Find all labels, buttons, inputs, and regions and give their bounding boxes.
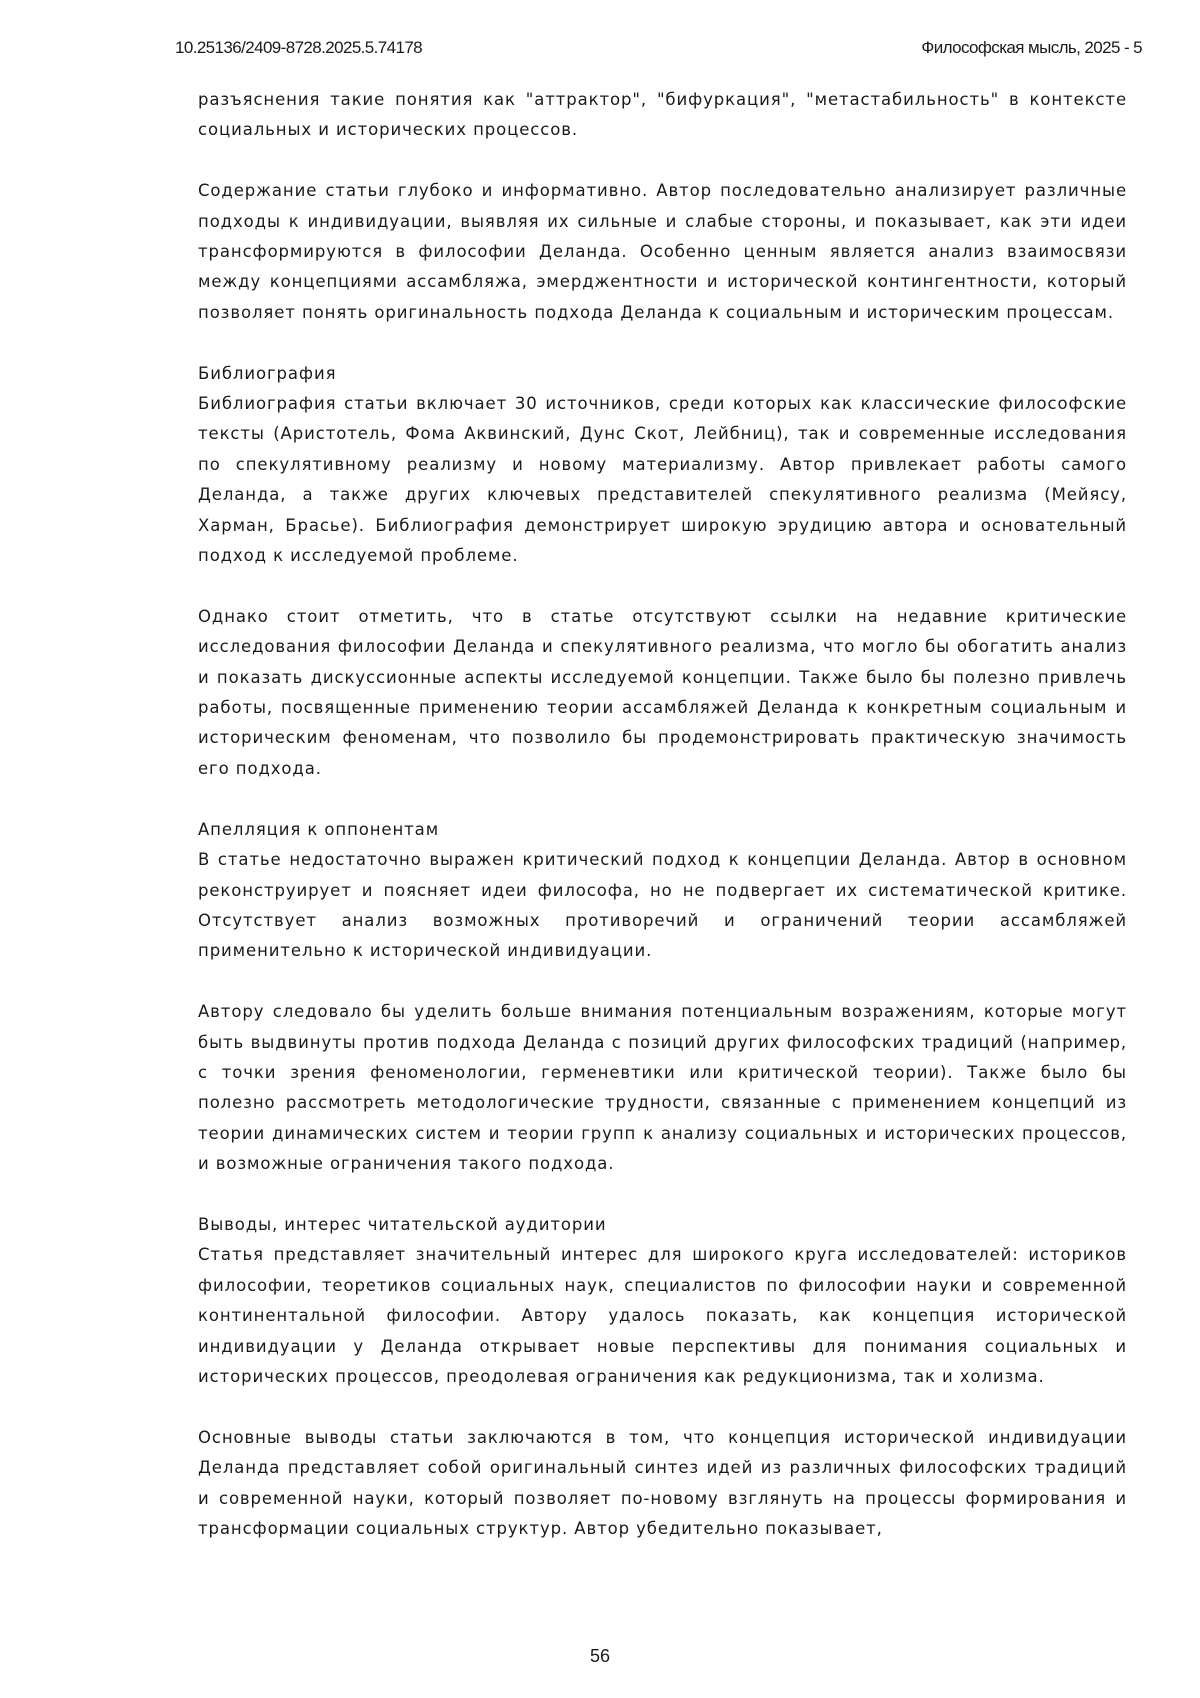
journal-title: Философская мысль, 2025 - 5 bbox=[921, 38, 1142, 58]
paragraph: Библиография статьи включает 30 источников, среди которых как классические философские тексты (Аристотель, Фома Аквинский, Дунс Скот, Лейбниц), так и современные исследования по спекулятивному реализму и новому материализму. Автор привлекает работы самого Деланда, а также других ключевых представителей спекулятивного реализма (Мейясу, Харман, Брасье). Библиография демонстрирует широкую эрудицию автора и основательный подход к исследуемой проблеме. bbox=[198, 389, 1127, 571]
paragraph: Основные выводы статьи заключаются в том, что концепция исторической индивидуации Деланда представляет собой оригинальный синтез идей из различных философских традиций и современной науки, который позволяет по-новому взглянуть на процессы формирования и трансформации социальных структур. Автор убедительно показывает, bbox=[198, 1423, 1127, 1545]
article-body bbox=[198, 85, 1127, 1575]
page-header bbox=[175, 38, 1142, 62]
section-heading-bibliography: Библиография bbox=[198, 359, 1127, 389]
paragraph: Содержание статьи глубоко и информативно. Автор последовательно анализирует различные подходы к индивидуации, выявляя их сильные и слабые стороны, и показывает, как эти идеи трансформируются в философии Деланда. Особенно ценным является анализ взаимосвязи между концепциями ассамбляжа, эмерджентности и исторической контингентности, который позволяет понять оригинальность подхода Деланда к социальным и историческим процессам. bbox=[198, 176, 1127, 328]
section-heading-opponents: Апелляция к оппонентам bbox=[198, 815, 1127, 845]
paragraph: Автору следовало бы уделить больше внимания потенциальным возражениям, которые могут быть выдвинуты против подхода Деланда с позиций других философских традиций (например, с точки зрения феноменологии, герменевтики или критической теории). Также было бы полезно рассмотреть методологические трудности, связанные с применением концепций из теории динамических систем и теории групп к анализу социальных и исторических процессов, и возможные ограничения такого подхода. bbox=[198, 997, 1127, 1179]
paragraph: В статье недостаточно выражен критический подход к концепции Деланда. Автор в основном реконструирует и поясняет идеи философа, но не подвергает их систематической критике. Отсутствует анализ возможных противоречий и ограничений теории ассамбляжей применительно к исторической индивидуации. bbox=[198, 845, 1127, 967]
page-number: 56 bbox=[0, 1646, 1200, 1667]
section-heading-conclusions: Выводы, интерес читательской аудитории bbox=[198, 1210, 1127, 1240]
paragraph: разъяснения такие понятия как "аттрактор", "бифуркация", "метастабильность" в контексте социальных и исторических процессов. bbox=[198, 85, 1127, 146]
paragraph: Статья представляет значительный интерес для широкого круга исследователей: историков философии, теоретиков социальных наук, специалистов по философии науки и современной континентальной философии. Автору удалось показать, как концепция исторической индивидуации у Деланда открывает новые перспективы для понимания социальных и исторических процессов, преодолевая ограничения как редукционизма, так и холизма. bbox=[198, 1240, 1127, 1392]
doi-label: 10.25136/2409-8728.2025.5.74178 bbox=[175, 38, 422, 58]
paragraph: Однако стоит отметить, что в статье отсутствуют ссылки на недавние критические исследования философии Деланда и спекулятивного реализма, что могло бы обогатить анализ и показать дискуссионные аспекты исследуемой концепции. Также было бы полезно привлечь работы, посвященные применению теории ассамбляжей Деланда к конкретным социальным и историческим феноменам, что позволило бы продемонстрировать практическую значимость его подхода. bbox=[198, 602, 1127, 784]
